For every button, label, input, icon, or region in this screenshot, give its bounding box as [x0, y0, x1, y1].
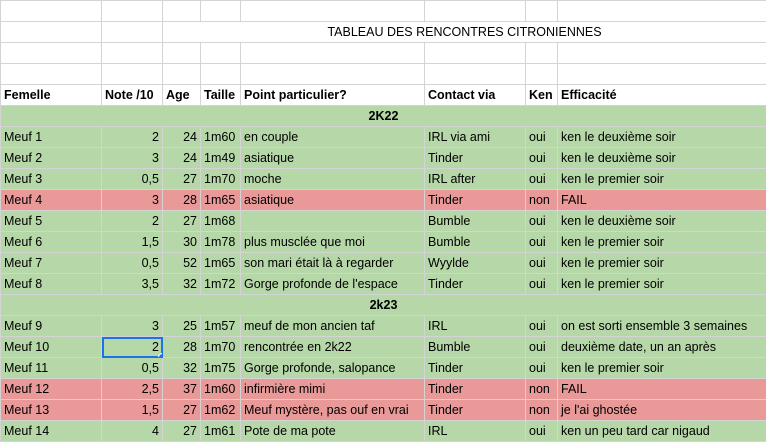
cell[interactable]: [558, 43, 766, 64]
cell-ken[interactable]: non: [526, 400, 558, 421]
cell-age[interactable]: 28: [163, 190, 201, 211]
cell-taille[interactable]: 1m60: [201, 379, 241, 400]
cell-age[interactable]: 27: [163, 421, 201, 442]
cell-ken[interactable]: oui: [526, 211, 558, 232]
table-row: [1, 253, 766, 274]
cell-age[interactable]: 27: [163, 169, 201, 190]
cell-contact[interactable]: Tinder: [425, 190, 526, 211]
header-contact[interactable]: Contact via: [425, 85, 526, 106]
header-taille[interactable]: Taille: [201, 85, 241, 106]
cell-taille[interactable]: 1m78: [201, 232, 241, 253]
cell-contact[interactable]: Tinder: [425, 148, 526, 169]
cell-age[interactable]: 30: [163, 232, 201, 253]
cell-point[interactable]: asiatique: [241, 148, 425, 169]
cell-ken[interactable]: oui: [526, 127, 558, 148]
cell-taille[interactable]: 1m62: [201, 400, 241, 421]
cell-femelle[interactable]: Meuf 4: [1, 190, 102, 211]
cell-femelle[interactable]: Meuf 14: [1, 421, 102, 442]
header-ken[interactable]: Ken: [526, 85, 558, 106]
cell-taille[interactable]: 1m70: [201, 337, 241, 358]
cell-note[interactable]: 0,5: [102, 253, 163, 274]
cell-contact[interactable]: Tinder: [425, 379, 526, 400]
cell-ken[interactable]: oui: [526, 337, 558, 358]
cell-femelle[interactable]: Meuf 6: [1, 232, 102, 253]
cell[interactable]: [163, 64, 201, 85]
table-row: [1, 274, 766, 295]
cell-age[interactable]: 27: [163, 400, 201, 421]
cell-contact[interactable]: Tinder: [425, 400, 526, 421]
cell-note[interactable]: 1,5: [102, 400, 163, 421]
fill-handle[interactable]: [158, 353, 163, 358]
cell-note[interactable]: 2: [102, 211, 163, 232]
table-row: [1, 400, 766, 421]
cell[interactable]: [241, 1, 425, 22]
cell-contact[interactable]: Bumble: [425, 232, 526, 253]
cell-femelle[interactable]: Meuf 2: [1, 148, 102, 169]
sheet-title[interactable]: TABLEAU DES RENCONTRES CITRONIENNES: [163, 22, 766, 43]
cell-point[interactable]: Pote de ma pote: [241, 421, 425, 442]
cell-point[interactable]: meuf de mon ancien taf: [241, 316, 425, 337]
cell-ken[interactable]: oui: [526, 421, 558, 442]
cell-contact[interactable]: IRL: [425, 316, 526, 337]
cell-contact[interactable]: IRL via ami: [425, 127, 526, 148]
cell[interactable]: [425, 1, 526, 22]
cell-note[interactable]: 3: [102, 148, 163, 169]
selected-cell[interactable]: 2: [102, 337, 163, 358]
cell-taille[interactable]: 1m65: [201, 253, 241, 274]
cell-ken[interactable]: oui: [526, 274, 558, 295]
table-row: [1, 358, 766, 379]
cell[interactable]: [241, 43, 425, 64]
cell-contact[interactable]: IRL: [425, 421, 526, 442]
cell-age[interactable]: 52: [163, 253, 201, 274]
cell-femelle[interactable]: Meuf 13: [1, 400, 102, 421]
cell-note[interactable]: 3: [102, 190, 163, 211]
cell-taille[interactable]: 1m70: [201, 169, 241, 190]
cell-ken[interactable]: oui: [526, 169, 558, 190]
cell-age[interactable]: 28: [163, 337, 201, 358]
cell-age[interactable]: 24: [163, 148, 201, 169]
cell-efficacite[interactable]: deuxième date, un an après: [558, 337, 766, 358]
cell-ken[interactable]: oui: [526, 148, 558, 169]
cell-taille[interactable]: 1m49: [201, 148, 241, 169]
cell-point[interactable]: en couple: [241, 127, 425, 148]
cell[interactable]: [102, 64, 163, 85]
cell[interactable]: [163, 43, 201, 64]
cell-taille[interactable]: 1m61: [201, 421, 241, 442]
header-note[interactable]: Note /10: [102, 85, 163, 106]
cell[interactable]: [425, 64, 526, 85]
cell-age[interactable]: 32: [163, 358, 201, 379]
cell[interactable]: [1, 64, 102, 85]
cell[interactable]: [102, 22, 163, 43]
cell[interactable]: [201, 43, 241, 64]
cell-age[interactable]: 27: [163, 211, 201, 232]
cell-efficacite[interactable]: ken le deuxième soir: [558, 211, 766, 232]
cell-age[interactable]: 25: [163, 316, 201, 337]
cell-point[interactable]: Meuf mystère, pas ouf en vrai: [241, 400, 425, 421]
cell-ken[interactable]: non: [526, 190, 558, 211]
cell-taille[interactable]: 1m65: [201, 190, 241, 211]
cell-efficacite[interactable]: ken le deuxième soir: [558, 148, 766, 169]
cell-femelle[interactable]: Meuf 12: [1, 379, 102, 400]
cell[interactable]: [102, 1, 163, 22]
cell-efficacite[interactable]: FAIL: [558, 190, 766, 211]
table-row: [1, 169, 766, 190]
cell-contact[interactable]: Tinder: [425, 274, 526, 295]
cell-point[interactable]: son mari était là à regarder: [241, 253, 425, 274]
cell-femelle[interactable]: Meuf 7: [1, 253, 102, 274]
cell-efficacite[interactable]: ken le premier soir: [558, 253, 766, 274]
cell-efficacite[interactable]: ken le premier soir: [558, 232, 766, 253]
cell-note[interactable]: 3: [102, 316, 163, 337]
cell[interactable]: [526, 43, 558, 64]
cell-note[interactable]: 4: [102, 421, 163, 442]
cell[interactable]: [201, 1, 241, 22]
header-point[interactable]: Point particulier?: [241, 85, 425, 106]
cell-note[interactable]: 3,5: [102, 274, 163, 295]
cell-femelle[interactable]: Meuf 1: [1, 127, 102, 148]
cell-efficacite[interactable]: ken le premier soir: [558, 358, 766, 379]
cell-efficacite[interactable]: je l'ai ghostée: [558, 400, 766, 421]
cell-contact[interactable]: Bumble: [425, 211, 526, 232]
section-label[interactable]: 2K22: [1, 106, 766, 127]
cell-age[interactable]: 24: [163, 127, 201, 148]
cell[interactable]: [201, 64, 241, 85]
cell-ken[interactable]: oui: [526, 253, 558, 274]
cell[interactable]: [241, 64, 425, 85]
table-row: [1, 211, 766, 232]
table-row: [1, 316, 766, 337]
cell-note[interactable]: 1,5: [102, 232, 163, 253]
cell-contact[interactable]: IRL after: [425, 169, 526, 190]
cell-point[interactable]: plus musclée que moi: [241, 232, 425, 253]
header-femelle[interactable]: Femelle: [1, 85, 102, 106]
cell-point[interactable]: [241, 211, 425, 232]
table-row: [1, 148, 766, 169]
cell-taille[interactable]: 1m75: [201, 358, 241, 379]
cell[interactable]: [1, 1, 102, 22]
cell-efficacite[interactable]: on est sorti ensemble 3 semaines: [558, 316, 766, 337]
cell-efficacite[interactable]: ken le premier soir: [558, 274, 766, 295]
cell-femelle[interactable]: Meuf 5: [1, 211, 102, 232]
table-row: [1, 379, 766, 400]
cell[interactable]: [1, 43, 102, 64]
header-age[interactable]: Age: [163, 85, 201, 106]
header-efficacite[interactable]: Efficacité: [558, 85, 766, 106]
cell[interactable]: [163, 1, 201, 22]
cell-taille[interactable]: 1m57: [201, 316, 241, 337]
cell-note[interactable]: 0,5: [102, 358, 163, 379]
cell-note[interactable]: 2: [102, 127, 163, 148]
cell[interactable]: [102, 43, 163, 64]
cell-efficacite[interactable]: ken le premier soir: [558, 169, 766, 190]
cell-point[interactable]: Gorge profonde, salopance: [241, 358, 425, 379]
cell-efficacite[interactable]: ken le deuxième soir: [558, 127, 766, 148]
cell-contact[interactable]: Tinder: [425, 358, 526, 379]
cell-efficacite[interactable]: FAIL: [558, 379, 766, 400]
cell-femelle[interactable]: Meuf 11: [1, 358, 102, 379]
cell-femelle[interactable]: Meuf 8: [1, 274, 102, 295]
section-label[interactable]: 2k23: [1, 295, 766, 316]
cell-contact[interactable]: Wyylde: [425, 253, 526, 274]
cell-femelle[interactable]: Meuf 9: [1, 316, 102, 337]
cell[interactable]: [526, 64, 558, 85]
cell-femelle[interactable]: Meuf 10: [1, 337, 102, 358]
cell-femelle[interactable]: Meuf 3: [1, 169, 102, 190]
table-row: [1, 421, 766, 442]
cell-point[interactable]: asiatique: [241, 190, 425, 211]
table-row: [1, 337, 766, 358]
cell[interactable]: [558, 1, 766, 22]
cell[interactable]: [526, 1, 558, 22]
cell[interactable]: [425, 43, 526, 64]
cell-efficacite[interactable]: ken un peu tard car nigaud: [558, 421, 766, 442]
cell-age[interactable]: 37: [163, 379, 201, 400]
cell-taille[interactable]: 1m72: [201, 274, 241, 295]
cell-contact[interactable]: Bumble: [425, 337, 526, 358]
cell-ken[interactable]: oui: [526, 232, 558, 253]
cell-ken[interactable]: oui: [526, 358, 558, 379]
cell[interactable]: [1, 22, 102, 43]
table-row: [1, 127, 766, 148]
cell-age[interactable]: 32: [163, 274, 201, 295]
cell-note[interactable]: 2,5: [102, 379, 163, 400]
cell[interactable]: [558, 64, 766, 85]
cell-ken[interactable]: oui: [526, 316, 558, 337]
cell-note[interactable]: 0,5: [102, 169, 163, 190]
cell-ken[interactable]: non: [526, 379, 558, 400]
cell-point[interactable]: infirmière mimi: [241, 379, 425, 400]
table-row: [1, 232, 766, 253]
cell-point[interactable]: moche: [241, 169, 425, 190]
table-row: [1, 190, 766, 211]
cell-point[interactable]: rencontrée en 2k22: [241, 337, 425, 358]
cell-point[interactable]: Gorge profonde de l'espace: [241, 274, 425, 295]
cell-taille[interactable]: 1m60: [201, 127, 241, 148]
cell-taille[interactable]: 1m68: [201, 211, 241, 232]
